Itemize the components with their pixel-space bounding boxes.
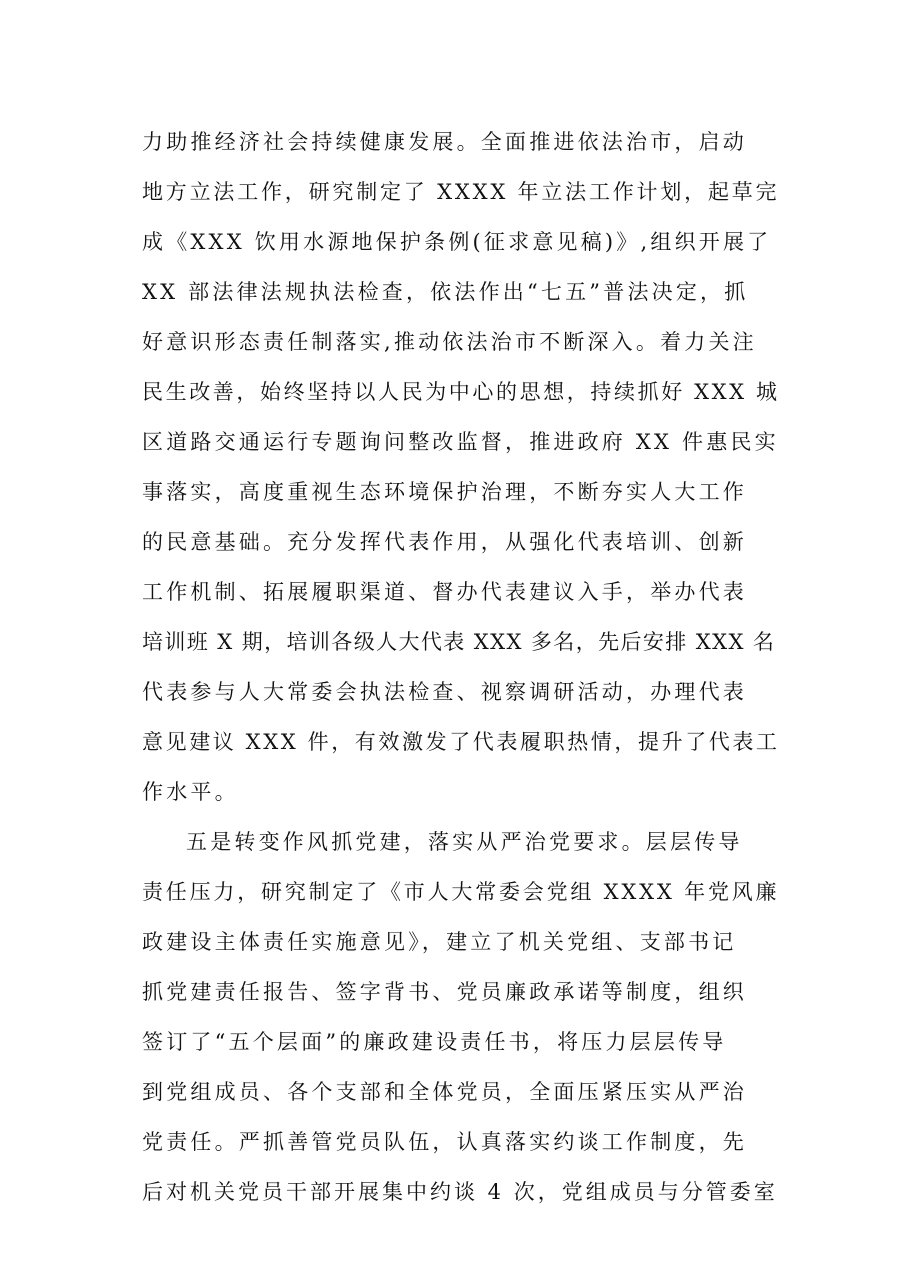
text-line: 工作机制、拓展履职渠道、督办代表建议入手，举办代表: [142, 580, 747, 604]
text-line: 党责任。严抓善管党员队伍，认真落实约谈工作制度，先: [142, 1130, 747, 1154]
text-line: 签订了“五个层面”的廉政建设责任书，将压力层层传导: [142, 1030, 727, 1054]
text-line: 的民意基础。充分发挥代表作用，从强化代表培训、创新: [142, 530, 747, 554]
text-line: 意见建议 XXX 件，有效激发了代表履职热情，提升了代表工: [142, 730, 780, 754]
text-line: 责任压力，研究制定了《市人大常委会党组 XXXX 年党风廉: [142, 880, 780, 904]
text-line: 力助推经济社会持续健康发展。全面推进依法治市，启动: [142, 130, 747, 154]
text-line: 成《XXX 饮用水源地保护条例(征求意见稿)》,组织开展了: [142, 230, 772, 254]
text-line: 代表参与人大常委会执法检查、视察调研活动，办理代表: [142, 680, 747, 704]
text-line: 好意识形态责任制落实,推动依法治市不断深入。着力关注: [142, 330, 757, 354]
text-line: 培训班 X 期，培训各级人大代表 XXX 多名，先后安排 XXX 名: [142, 630, 776, 654]
text-line: 到党组成员、各个支部和全体党员，全面压紧压实从严治: [142, 1080, 747, 1104]
text-line: 地方立法工作，研究制定了 XXXX 年立法工作计划，起草完: [142, 180, 780, 204]
paragraph-first-line: 五是转变作风抓党建，落实从严治党要求。层层传导: [186, 830, 743, 854]
text-line: 民生改善，始终坚持以人民为中心的思想，持续抓好 XXX 城: [142, 380, 780, 404]
text-line: 作水平。: [142, 780, 239, 804]
text-line: 后对机关党员干部开展集中约谈 4 次，党组成员与分管委室: [142, 1180, 778, 1204]
text-line: 区道路交通运行专题询问整改监督，推进政府 XX 件惠民实: [142, 430, 779, 454]
text-line: 事落实，高度重视生态环境保护治理，不断夯实人大工作: [142, 480, 747, 504]
text-line: 抓党建责任报告、签字背书、党员廉政承诺等制度，组织: [142, 980, 747, 1004]
text-line: XX 部法律法规执法检查，依法作出“七五”普法决定，抓: [142, 280, 749, 304]
text-line: 政建设主体责任实施意见》，建立了机关党组、支部书记: [142, 930, 737, 954]
